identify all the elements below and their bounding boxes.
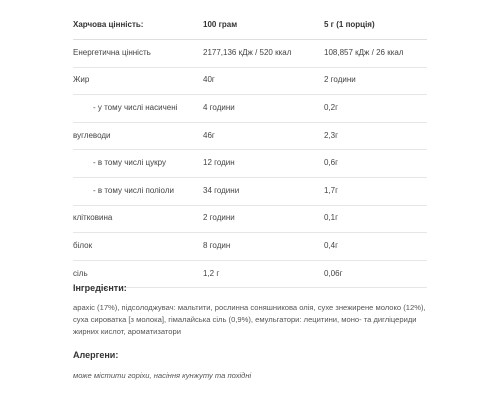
ingredients-text: арахіс (17%), підсолоджувач: мальтити, рослинна соняшникова олія, сухе знежирене молоко (12%), суха сироватка [з молока], гімалайська сіль (0,9%), емульгатори: лецитини, моно- та дигліцериди жирних кислот, ароматизатори	[73, 303, 426, 336]
table-row	[73, 177, 427, 205]
nutrient-name: - в тому числі поліоли	[73, 177, 203, 205]
table-row	[73, 205, 427, 233]
nutrition-rows	[73, 40, 427, 288]
value-per-100g: 2 години	[203, 205, 324, 233]
nutrient-name: - в тому числі цукру	[73, 150, 203, 178]
nutrient-name: клітковина	[73, 205, 203, 233]
value-per-100g: 8 годин	[203, 233, 324, 261]
value-per-100g: 4 години	[203, 95, 324, 123]
value-per-serving: 0,4г	[324, 233, 427, 261]
header-per-100g: 100 грам	[203, 11, 324, 40]
table-row	[73, 40, 427, 68]
table-row	[73, 122, 427, 150]
value-per-serving: 2 години	[324, 67, 427, 95]
value-per-serving: 0,2г	[324, 95, 427, 123]
value-per-serving: 108,857 кДж / 26 ккал	[324, 40, 427, 68]
nutrient-name: вуглеводи	[73, 122, 203, 150]
ingredients-title: Інгредієнти:	[73, 283, 127, 293]
nutrient-name: сіль	[73, 260, 203, 288]
value-per-serving: 0,1г	[324, 205, 427, 233]
nutrition-header-row	[73, 11, 427, 40]
table-row	[73, 95, 427, 123]
value-per-100g: 2177,136 кДж / 520 ккал	[203, 40, 324, 68]
nutrition-table	[73, 11, 427, 288]
value-per-serving: 0,6г	[324, 150, 427, 178]
allergens-text: може містити горіхи, насіння кунжуту та похідні	[73, 371, 252, 380]
nutrient-name: Енергетична цінність	[73, 40, 203, 68]
value-per-serving: 0,06г	[324, 260, 427, 288]
table-row	[73, 233, 427, 261]
header-nutrition-value: Харчова цінність:	[73, 11, 203, 40]
value-per-serving: 1,7г	[324, 177, 427, 205]
value-per-100g: 12 годин	[203, 150, 324, 178]
value-per-100g: 34 години	[203, 177, 324, 205]
nutrient-name: Жир	[73, 67, 203, 95]
value-per-100g: 46г	[203, 122, 324, 150]
value-per-100g: 40г	[203, 67, 324, 95]
nutrient-name: - у тому числі насичені	[73, 95, 203, 123]
table-row	[73, 67, 427, 95]
value-per-100g: 1,2 г	[203, 260, 324, 288]
allergens-title: Алергени:	[73, 350, 119, 360]
table-row	[73, 150, 427, 178]
value-per-serving: 2,3г	[324, 122, 427, 150]
nutrient-name: білок	[73, 233, 203, 261]
header-per-serving: 5 г (1 порція)	[324, 11, 427, 40]
